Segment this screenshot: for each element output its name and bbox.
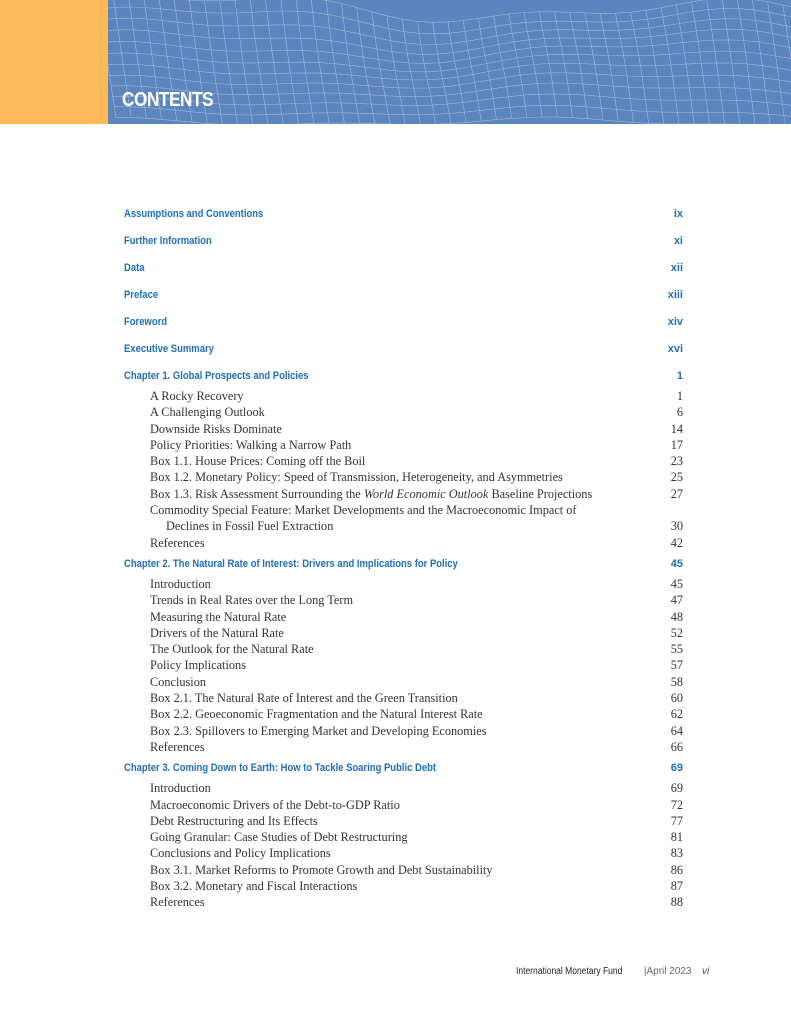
entry-title: Box 2.2. Geoeconomic Fragmentation and the Natural Interest Rate xyxy=(150,707,483,722)
header-banner xyxy=(0,0,791,124)
footer-separator: | xyxy=(643,966,647,977)
entry-page: 55 xyxy=(670,642,683,657)
section-entry[interactable] xyxy=(124,657,683,673)
section-entry[interactable] xyxy=(124,813,683,829)
entry-title: Box 3.1. Market Reforms to Promote Growth and Debt Sustainability xyxy=(150,862,493,877)
entry-page: xi xyxy=(673,235,683,247)
section-entry[interactable] xyxy=(124,706,683,722)
entry-title xyxy=(150,486,592,502)
entry-title: Data xyxy=(124,262,145,274)
entry-page: xii xyxy=(670,262,683,274)
section-entry[interactable] xyxy=(124,780,683,796)
section-entry[interactable] xyxy=(124,437,683,453)
entry-page: 52 xyxy=(670,625,683,640)
entry-page: 6 xyxy=(676,405,683,420)
orange-tab xyxy=(0,0,108,124)
section-entry[interactable] xyxy=(124,535,683,551)
front-matter-entry[interactable] xyxy=(124,260,683,287)
entry-title: The Outlook for the Natural Rate xyxy=(150,642,314,657)
chapter-page: 1 xyxy=(676,370,683,382)
chapter-title: Chapter 1. Global Prospects and Policies xyxy=(124,370,309,382)
entry-title: Box 1.1. House Prices: Coming off the Boil xyxy=(150,454,366,469)
entry-title: Executive Summary xyxy=(124,343,214,355)
entry-title: Box 3.2. Monetary and Fiscal Interactions xyxy=(150,879,358,894)
entry-page: 47 xyxy=(670,593,683,608)
chapter-heading[interactable] xyxy=(124,368,683,388)
entry-title-continued: Declines in Fossil Fuel Extraction xyxy=(166,519,334,534)
section-entry[interactable] xyxy=(124,862,683,878)
section-entry[interactable] xyxy=(124,576,683,592)
entry-title: Box 2.3. Spillovers to Emerging Market and Developing Economies xyxy=(150,723,487,738)
entry-page: 14 xyxy=(670,421,683,436)
entry-title: Preface xyxy=(124,289,159,301)
section-entry[interactable] xyxy=(124,878,683,894)
entry-title-italic: World Economic Outlook xyxy=(363,486,489,501)
entry-title: Measuring the Natural Rate xyxy=(150,609,287,624)
entry-title: Commodity Special Feature: Market Developments and the Macroeconomic Impact of xyxy=(150,503,577,518)
section-entry[interactable] xyxy=(124,625,683,641)
entry-title: References xyxy=(150,739,205,754)
entry-title: Assumptions and Conventions xyxy=(124,208,264,220)
entry-page: 66 xyxy=(670,739,683,754)
entry-page: 72 xyxy=(670,797,683,812)
entry-page: 69 xyxy=(670,781,683,796)
entry-page: 1 xyxy=(676,389,683,403)
section-entry[interactable] xyxy=(124,641,683,657)
entry-title: Policy Implications xyxy=(150,658,246,673)
entry-page: 30 xyxy=(670,519,683,534)
section-entry-continuation[interactable] xyxy=(124,518,683,534)
chapter-page: 45 xyxy=(670,557,683,570)
entry-title-part: Box 1.3. Risk Assessment Surrounding the xyxy=(150,486,364,501)
entry-title: Box 2.1. The Natural Rate of Interest and the Green Transition xyxy=(150,691,458,706)
entry-title: Debt Restructuring and Its Effects xyxy=(150,813,318,828)
entry-title: Drivers of the Natural Rate xyxy=(150,625,284,640)
section-entry[interactable] xyxy=(124,845,683,861)
page-footer xyxy=(516,966,710,977)
entry-page: 87 xyxy=(670,879,683,894)
entry-page: 42 xyxy=(670,535,683,550)
entry-title: References xyxy=(150,895,205,910)
section-entry[interactable] xyxy=(124,739,683,755)
entry-page: 17 xyxy=(670,437,683,452)
front-matter-entry[interactable] xyxy=(124,287,683,314)
entry-page: xvi xyxy=(667,343,683,355)
front-matter-entry[interactable] xyxy=(124,314,683,341)
entry-title: Policy Priorities: Walking a Narrow Path xyxy=(150,437,352,452)
entry-page: 58 xyxy=(670,674,683,689)
entry-page: ix xyxy=(673,208,683,220)
entry-title: Foreword xyxy=(124,316,168,328)
entry-title-part: Baseline Projections xyxy=(488,486,593,501)
section-entry[interactable] xyxy=(124,674,683,690)
entry-page: 86 xyxy=(670,862,683,877)
entry-page: 81 xyxy=(670,830,683,845)
entry-title: A Challenging Outlook xyxy=(150,405,265,420)
chapter-page: 69 xyxy=(670,762,683,775)
section-entry[interactable] xyxy=(124,469,683,485)
entry-title: Downside Risks Dominate xyxy=(150,421,282,436)
entry-page: xiv xyxy=(667,316,683,328)
entry-title: Further Information xyxy=(124,235,212,247)
entry-page: 77 xyxy=(670,813,683,828)
entry-title: Introduction xyxy=(150,781,211,796)
section-entry[interactable] xyxy=(124,894,683,910)
section-gap xyxy=(124,911,683,916)
chapter-heading[interactable] xyxy=(124,556,683,576)
entry-title: Introduction xyxy=(150,576,211,591)
footer-page-number: vi xyxy=(702,966,710,977)
entry-title: References xyxy=(150,535,205,550)
entry-page: 27 xyxy=(670,486,683,501)
entry-page: 62 xyxy=(670,707,683,722)
section-entry[interactable] xyxy=(124,388,683,404)
section-entry[interactable] xyxy=(124,421,683,437)
chapter-title: Chapter 2. The Natural Rate of Interest: Drivers and Implications for Policy xyxy=(124,557,458,570)
entry-title: A Rocky Recovery xyxy=(150,389,244,403)
entry-page: 48 xyxy=(670,609,683,624)
entry-page: 25 xyxy=(670,470,683,485)
footer-date: April 2023 xyxy=(646,966,692,977)
entry-page: 83 xyxy=(670,846,683,861)
page-title: CONTENTS xyxy=(122,89,214,111)
section-entry[interactable] xyxy=(124,829,683,845)
section-entry[interactable] xyxy=(124,723,683,739)
front-matter-entry[interactable] xyxy=(124,341,683,368)
entry-title: Macroeconomic Drivers of the Debt-to-GDP Ratio xyxy=(150,797,400,812)
entry-title: Going Granular: Case Studies of Debt Restructuring xyxy=(150,830,408,845)
entry-title: Conclusions and Policy Implications xyxy=(150,846,331,861)
entry-page: 88 xyxy=(670,895,683,910)
section-entry[interactable] xyxy=(124,797,683,813)
entry-title: Trends in Real Rates over the Long Term xyxy=(150,593,354,608)
section-entry[interactable] xyxy=(124,592,683,608)
entry-title: Conclusion xyxy=(150,674,207,689)
entry-page: xiii xyxy=(667,289,683,301)
entry-page: 57 xyxy=(670,658,683,673)
section-entry[interactable] xyxy=(124,690,683,706)
front-matter-entry[interactable] xyxy=(124,233,683,260)
table-of-contents xyxy=(124,206,683,916)
section-entry[interactable] xyxy=(124,453,683,469)
section-entry[interactable] xyxy=(124,502,683,518)
entry-page: 23 xyxy=(670,454,683,469)
front-matter-entry[interactable] xyxy=(124,206,683,233)
chapter-heading[interactable] xyxy=(124,760,683,780)
chapter-title: Chapter 3. Coming Down to Earth: How to Tackle Soaring Public Debt xyxy=(124,762,437,775)
entry-title: Box 1.2. Monetary Policy: Speed of Transmission, Heterogeneity, and Asymmetries xyxy=(150,470,563,485)
footer-organization: International Monetary Fund xyxy=(516,966,623,977)
entry-page: 60 xyxy=(670,691,683,706)
entry-page: 45 xyxy=(670,576,683,591)
section-entry[interactable] xyxy=(124,609,683,625)
section-entry[interactable] xyxy=(124,404,683,420)
section-entry[interactable] xyxy=(124,486,683,502)
entry-page: 64 xyxy=(670,723,683,738)
